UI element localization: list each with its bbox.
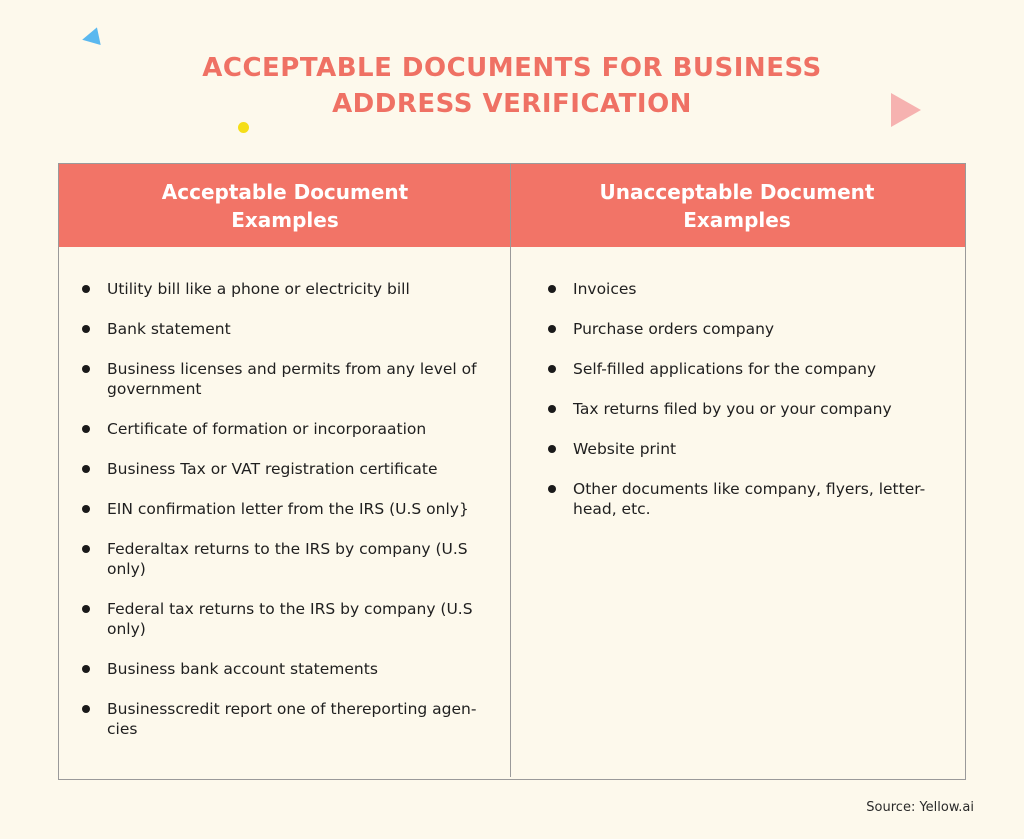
page-title: [0, 50, 1024, 122]
decorative-dot-yellow: [238, 122, 249, 133]
header-unacceptable-label: Unacceptable Document Examples: [599, 179, 875, 232]
bullet-icon: [548, 445, 556, 453]
list-item-text: Other documents like company, flyers, letter- head, etc.: [573, 480, 926, 518]
list-item-text: Purchase orders company: [573, 320, 775, 338]
list-item-text: Tax returns filed by you or your company: [573, 400, 892, 418]
list-item-text: Utility bill like a phone or electricity bill: [107, 280, 410, 298]
list-item-text: Federal tax returns to the IRS by company (U.S only): [107, 600, 473, 638]
list-item: [79, 459, 504, 479]
list-item: [79, 659, 504, 679]
list-item-text: EIN confirmation letter from the IRS (U.S only}: [107, 500, 469, 518]
list-item-text: Bank statement: [107, 320, 231, 338]
list-item: [79, 279, 504, 299]
bullet-icon: [548, 285, 556, 293]
header-acceptable-label: Acceptable Document Examples: [161, 179, 409, 232]
title-line-2: ADDRESS VERIFICATION: [332, 89, 692, 119]
decorative-triangle-blue: [80, 27, 100, 48]
bullet-icon: [82, 365, 90, 373]
bullet-icon: [82, 705, 90, 713]
unacceptable-list: [545, 279, 955, 539]
list-item-text: Business licenses and permits from any level of government: [107, 360, 477, 398]
bullet-icon: [548, 485, 556, 493]
header-unacceptable: [511, 164, 963, 247]
list-item: [79, 319, 504, 339]
list-item-text: Business Tax or VAT registration certificate: [107, 460, 438, 478]
column-divider: [510, 164, 511, 777]
bullet-icon: [548, 405, 556, 413]
title-line-1: ACCEPTABLE DOCUMENTS FOR BUSINESS: [202, 53, 822, 83]
bullet-icon: [82, 465, 90, 473]
bullet-icon: [82, 425, 90, 433]
bullet-icon: [82, 325, 90, 333]
bullet-icon: [548, 365, 556, 373]
bullet-icon: [82, 505, 90, 513]
table-header: [59, 164, 965, 247]
list-item-text: Website print: [573, 440, 677, 458]
list-item: [545, 279, 955, 299]
list-item: [545, 399, 955, 419]
list-item-text: Self-filled applications for the company: [573, 360, 877, 378]
source-credit: Source: Yellow.ai: [866, 800, 974, 815]
list-item-text: Certificate of formation or incorporaation: [107, 420, 427, 438]
documents-table: [58, 163, 966, 780]
list-item-text: Federaltax returns to the IRS by company (U.S only): [107, 540, 468, 578]
list-item-text: Businesscredit report one of thereporting agen- cies: [107, 700, 477, 738]
list-item: [545, 479, 955, 519]
bullet-icon: [548, 325, 556, 333]
list-item-text: Invoices: [573, 280, 637, 298]
header-acceptable: [59, 164, 511, 247]
list-item: [79, 699, 504, 739]
acceptable-list: [79, 279, 504, 759]
list-item: [79, 359, 504, 399]
list-item: [79, 419, 504, 439]
bullet-icon: [82, 665, 90, 673]
bullet-icon: [82, 545, 90, 553]
list-item: [545, 319, 955, 339]
list-item: [79, 499, 504, 519]
bullet-icon: [82, 605, 90, 613]
list-item: [545, 439, 955, 459]
list-item: [545, 359, 955, 379]
list-item: [79, 599, 504, 639]
bullet-icon: [82, 285, 90, 293]
list-item: [79, 539, 504, 579]
list-item-text: Business bank account statements: [107, 660, 378, 678]
